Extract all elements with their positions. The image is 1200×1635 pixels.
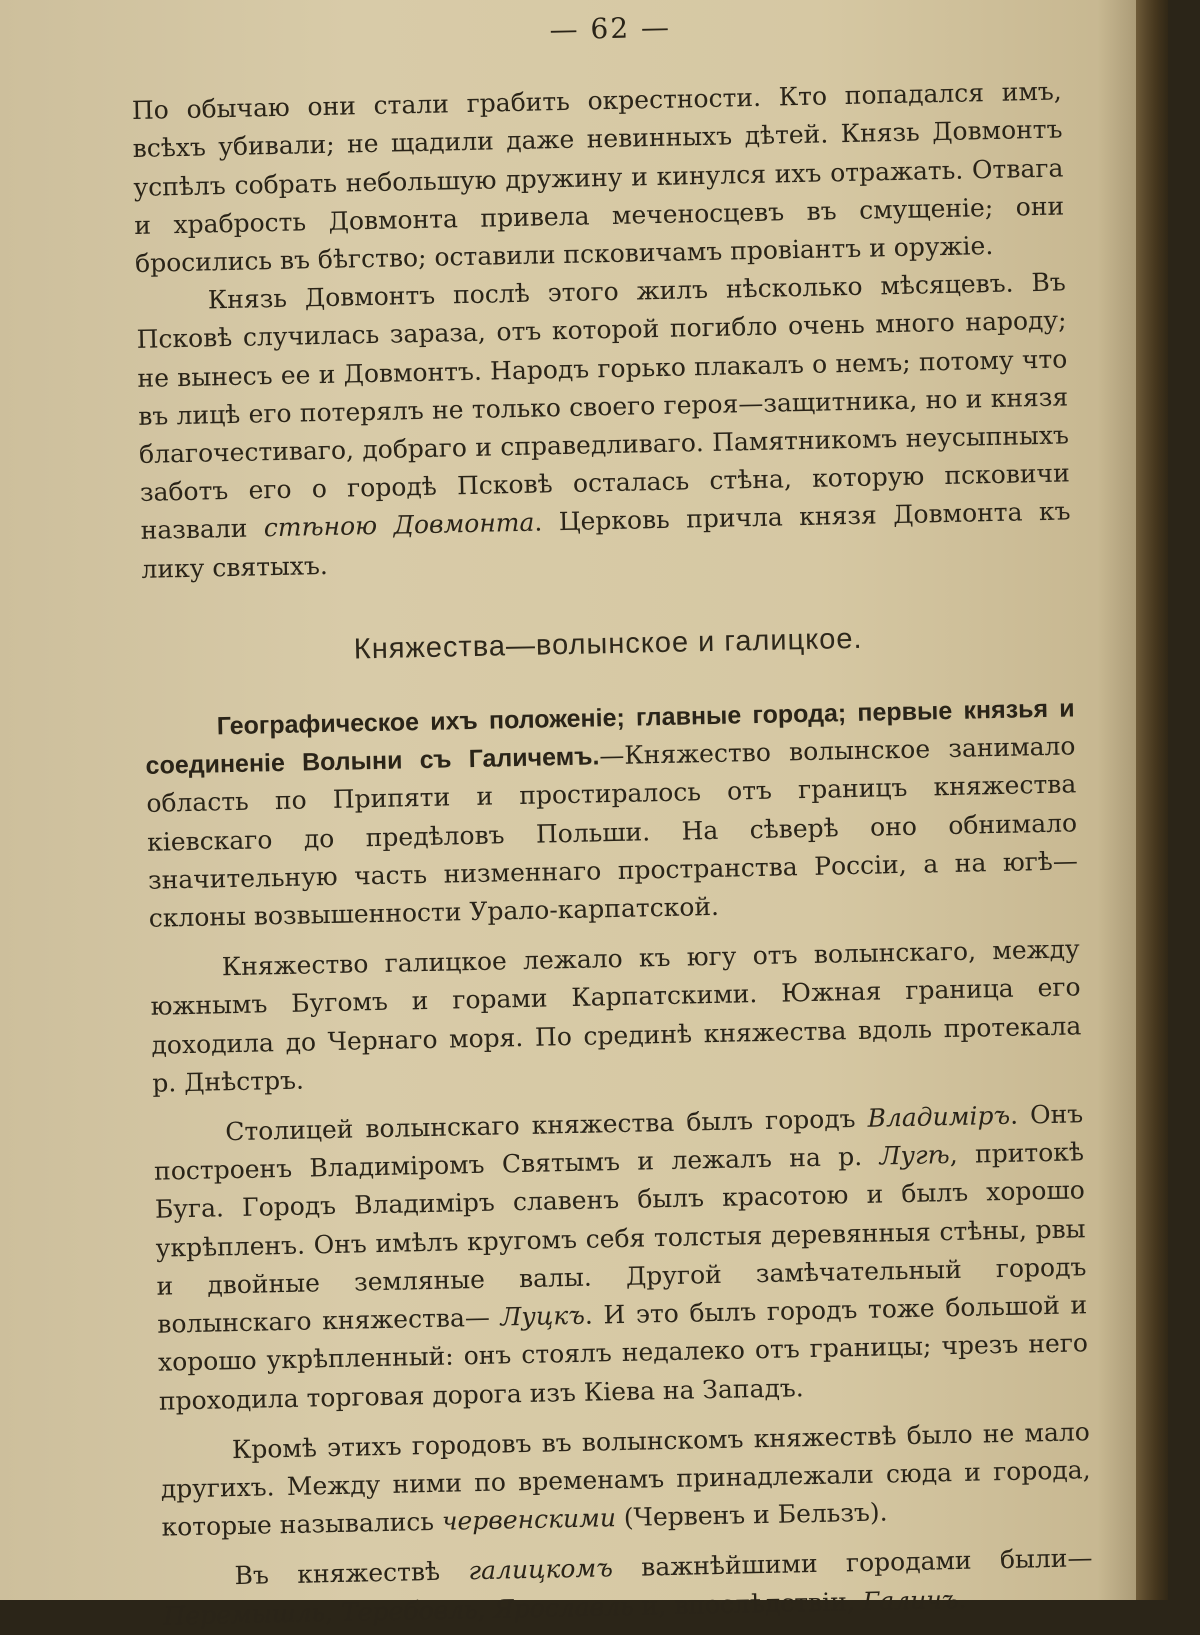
- text-run-italic: Перемышль: [163, 1597, 326, 1631]
- text-run: Въ княжествѣ: [234, 1556, 469, 1591]
- text-run: Столицей волынскаго княжества былъ городъ: [225, 1103, 868, 1147]
- section-heading: Княжества—волынское и галицкое.: [353, 622, 863, 666]
- text-run: ,: [477, 1594, 494, 1624]
- text-run: ,: [324, 1597, 342, 1627]
- paragraph-capital-vladimir: [153, 1095, 1089, 1420]
- page-edge-shadow: [1136, 0, 1168, 1600]
- text-run-italic: Лугѣ: [879, 1140, 950, 1171]
- paragraph-invasion: [132, 73, 1066, 283]
- paragraph-galich-geography: [149, 931, 1082, 1103]
- text-run-italic: Галичъ: [862, 1584, 959, 1616]
- text-run: —Княжество волынское занимало область по Припяти и простиралось отъ границъ княжества кіевскаго до предѣловъ Польши. На сѣверѣ оно обнимало значительную часть низменнаго пространства Россіи, а на югѣ—склоны возвышенности Урало-карпатской.: [146, 731, 1079, 933]
- text-run-italic: Ярославль: [493, 1591, 634, 1624]
- text-run-italic: Луцкъ: [500, 1300, 586, 1332]
- text-run: Князь Довмонтъ послѣ этого жилъ нѣсколько мѣсяцевъ. Въ Псковѣ случилась зараза, отъ которой погибло очень много народу; не вынесъ ее и Довмонтъ. Народъ горько плакалъ о немъ; потому что въ лицѣ его потерялъ не только своего героя—защитника, но и князя благочестиваго, добраго и справедливаго. Памятникомъ неусыпныхъ заботъ его о городѣ Псковѣ осталась стѣна, которую псковичи назвали: [136, 267, 1070, 546]
- text-run-italic: червенскими: [441, 1503, 617, 1536]
- text-run-italic: Теребовль: [340, 1594, 478, 1627]
- text-run: , притокѣ Буга. Городъ Владиміръ славенъ былъ красотою и былъ хорошо укрѣпленъ. Онъ имѣлъ кругомъ себя толстыя деревянныя стѣны, рвы и двойные земляные валы. Другой замѣчательный городъ волынскаго княжества—: [154, 1137, 1087, 1339]
- paragraph-geography: [144, 689, 1079, 938]
- paragraph-other-cities: [160, 1413, 1092, 1547]
- text-run-italic: Владиміръ: [867, 1100, 1011, 1133]
- page-number: — 62 —: [549, 10, 672, 47]
- run-in-heading: Географическое ихъ положеніе; главные города; первые князья и соединеніе Волыни съ Галичемъ.: [145, 694, 1075, 781]
- text-run: . И это былъ городъ тоже большой и хорошо укрѣпленный: онъ стоялъ недалеко отъ границы; чрезъ него проходила торговая дорога изъ Кіева на Западъ.: [157, 1290, 1089, 1416]
- text-run-italic: стѣною Довмонта: [263, 508, 535, 543]
- text-run-italic: галицкомъ: [468, 1553, 614, 1586]
- text-run: Кромѣ этихъ городовъ въ волынскомъ княжествѣ было не мало другихъ. Между ними по временамъ принадлежали сюда и города, которые назывались: [160, 1416, 1091, 1542]
- text-run: важнѣйшими городами были—: [612, 1543, 1093, 1583]
- text-run: .: [958, 1584, 967, 1614]
- text-run: По обычаю они стали грабить окрестности. Кто попадался имъ, всѣхъ убивали; не щадили даже невинныхъ дѣтей. Князь Довмонтъ успѣлъ собрать небольшую дружину и кинулся ихъ отражать. Отвага и храбрость Довмонта привела меченосцевъ въ смущеніе; они бросились въ бѣгство; оставили псковичамъ провіантъ и оружіе.: [131, 76, 1065, 278]
- text-run: . Онъ построенъ Владиміромъ Святымъ и лежалъ на р.: [153, 1099, 1084, 1187]
- text-run: и, впослѣдствіи,: [633, 1586, 864, 1621]
- text-run: . Церковь причла князя Довмонта къ лику святыхъ.: [141, 496, 1071, 584]
- text-run: Княжество галицкое лежало къ югу отъ волынскаго, между южнымъ Бугомъ и горами Карпатскими. Южная граница его доходила до Чернаго моря. По срединѣ княжества вдоль протекала р. Днѣстръ.: [150, 934, 1082, 1098]
- text-run: (Червенъ и Бельзъ).: [615, 1497, 888, 1533]
- paragraph-dovmont-death: [136, 264, 1072, 589]
- page-text-block: [130, 1, 1094, 1635]
